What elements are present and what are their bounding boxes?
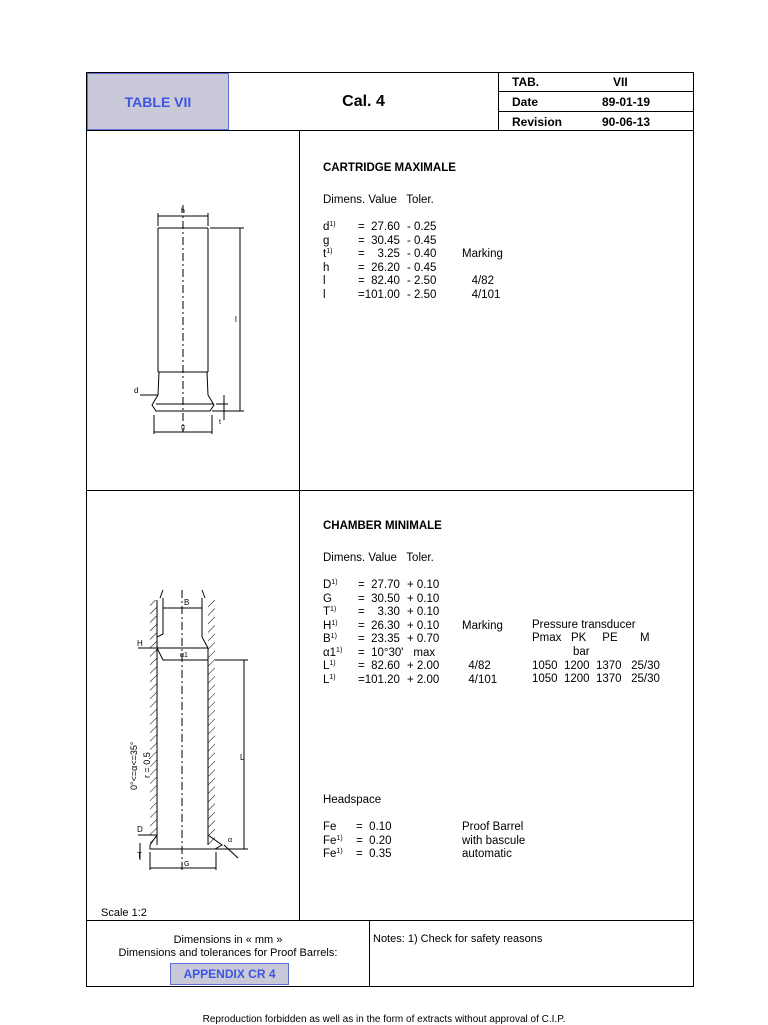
label-G: G <box>184 861 190 868</box>
label-t: t <box>219 419 221 426</box>
label-h: h <box>181 208 185 215</box>
table-label: TABLE VII <box>87 73 229 130</box>
caliber-title: Cal. 4 <box>342 92 385 110</box>
label-T: T <box>137 851 142 860</box>
label-L: L <box>240 753 245 762</box>
label-alpha: α <box>228 837 233 844</box>
pressure-row: 1050 1200 1370 25/30 <box>532 660 660 672</box>
label-r: r = 0.5 <box>142 752 152 778</box>
meta-revision-label: Revision <box>512 115 563 129</box>
notes: Notes: 1) Check for safety reasons <box>373 933 543 945</box>
scale-label: Scale 1:2 <box>101 907 147 919</box>
label-l: l <box>235 315 237 324</box>
label-D: D <box>137 825 143 834</box>
cartridge-title: CARTRIDGE MAXIMALE <box>323 162 456 174</box>
pressure-unit: bar <box>573 646 590 658</box>
row-sym: $d^{1)}$ <box>323 221 336 233</box>
pressure-title: Pressure transducer <box>532 619 636 631</box>
meta-revision-value: 90-06-13 <box>602 115 651 129</box>
chamber-columns: Dimens. Value Toler. <box>323 552 434 564</box>
appendix-link[interactable]: APPENDIX CR 4 <box>170 963 289 985</box>
proof-barrels-note: Dimensions and tolerances for Proof Barrels: <box>118 947 338 959</box>
label-angle: 0°<=α<=35° <box>129 741 139 790</box>
meta-date-value: 89-01-19 <box>602 95 651 109</box>
label-g: g <box>181 424 185 431</box>
cartridge-columns: Dimens. Value Toler. <box>323 194 434 206</box>
meta-tab-value: VII <box>613 75 628 89</box>
label-B: B <box>184 598 190 607</box>
headspace-title: Headspace <box>323 794 382 806</box>
label-alpha1: α1 <box>180 652 188 659</box>
chamber-title: CHAMBER MINIMALE <box>323 520 442 532</box>
label-d: d <box>134 386 139 395</box>
pressure-header: Pmax PK PE M <box>532 632 650 644</box>
meta-tab-label: TAB. <box>512 75 540 89</box>
label-H: H <box>137 639 143 648</box>
meta-date-label: Date <box>512 95 539 109</box>
copyright-note: Reproduction forbidden as well as in the form of extracts without approval of C.I.P. <box>202 1014 566 1025</box>
units-note: Dimensions in « mm » <box>173 934 283 946</box>
pressure-row: 1050 1200 1370 25/30 <box>532 673 660 685</box>
